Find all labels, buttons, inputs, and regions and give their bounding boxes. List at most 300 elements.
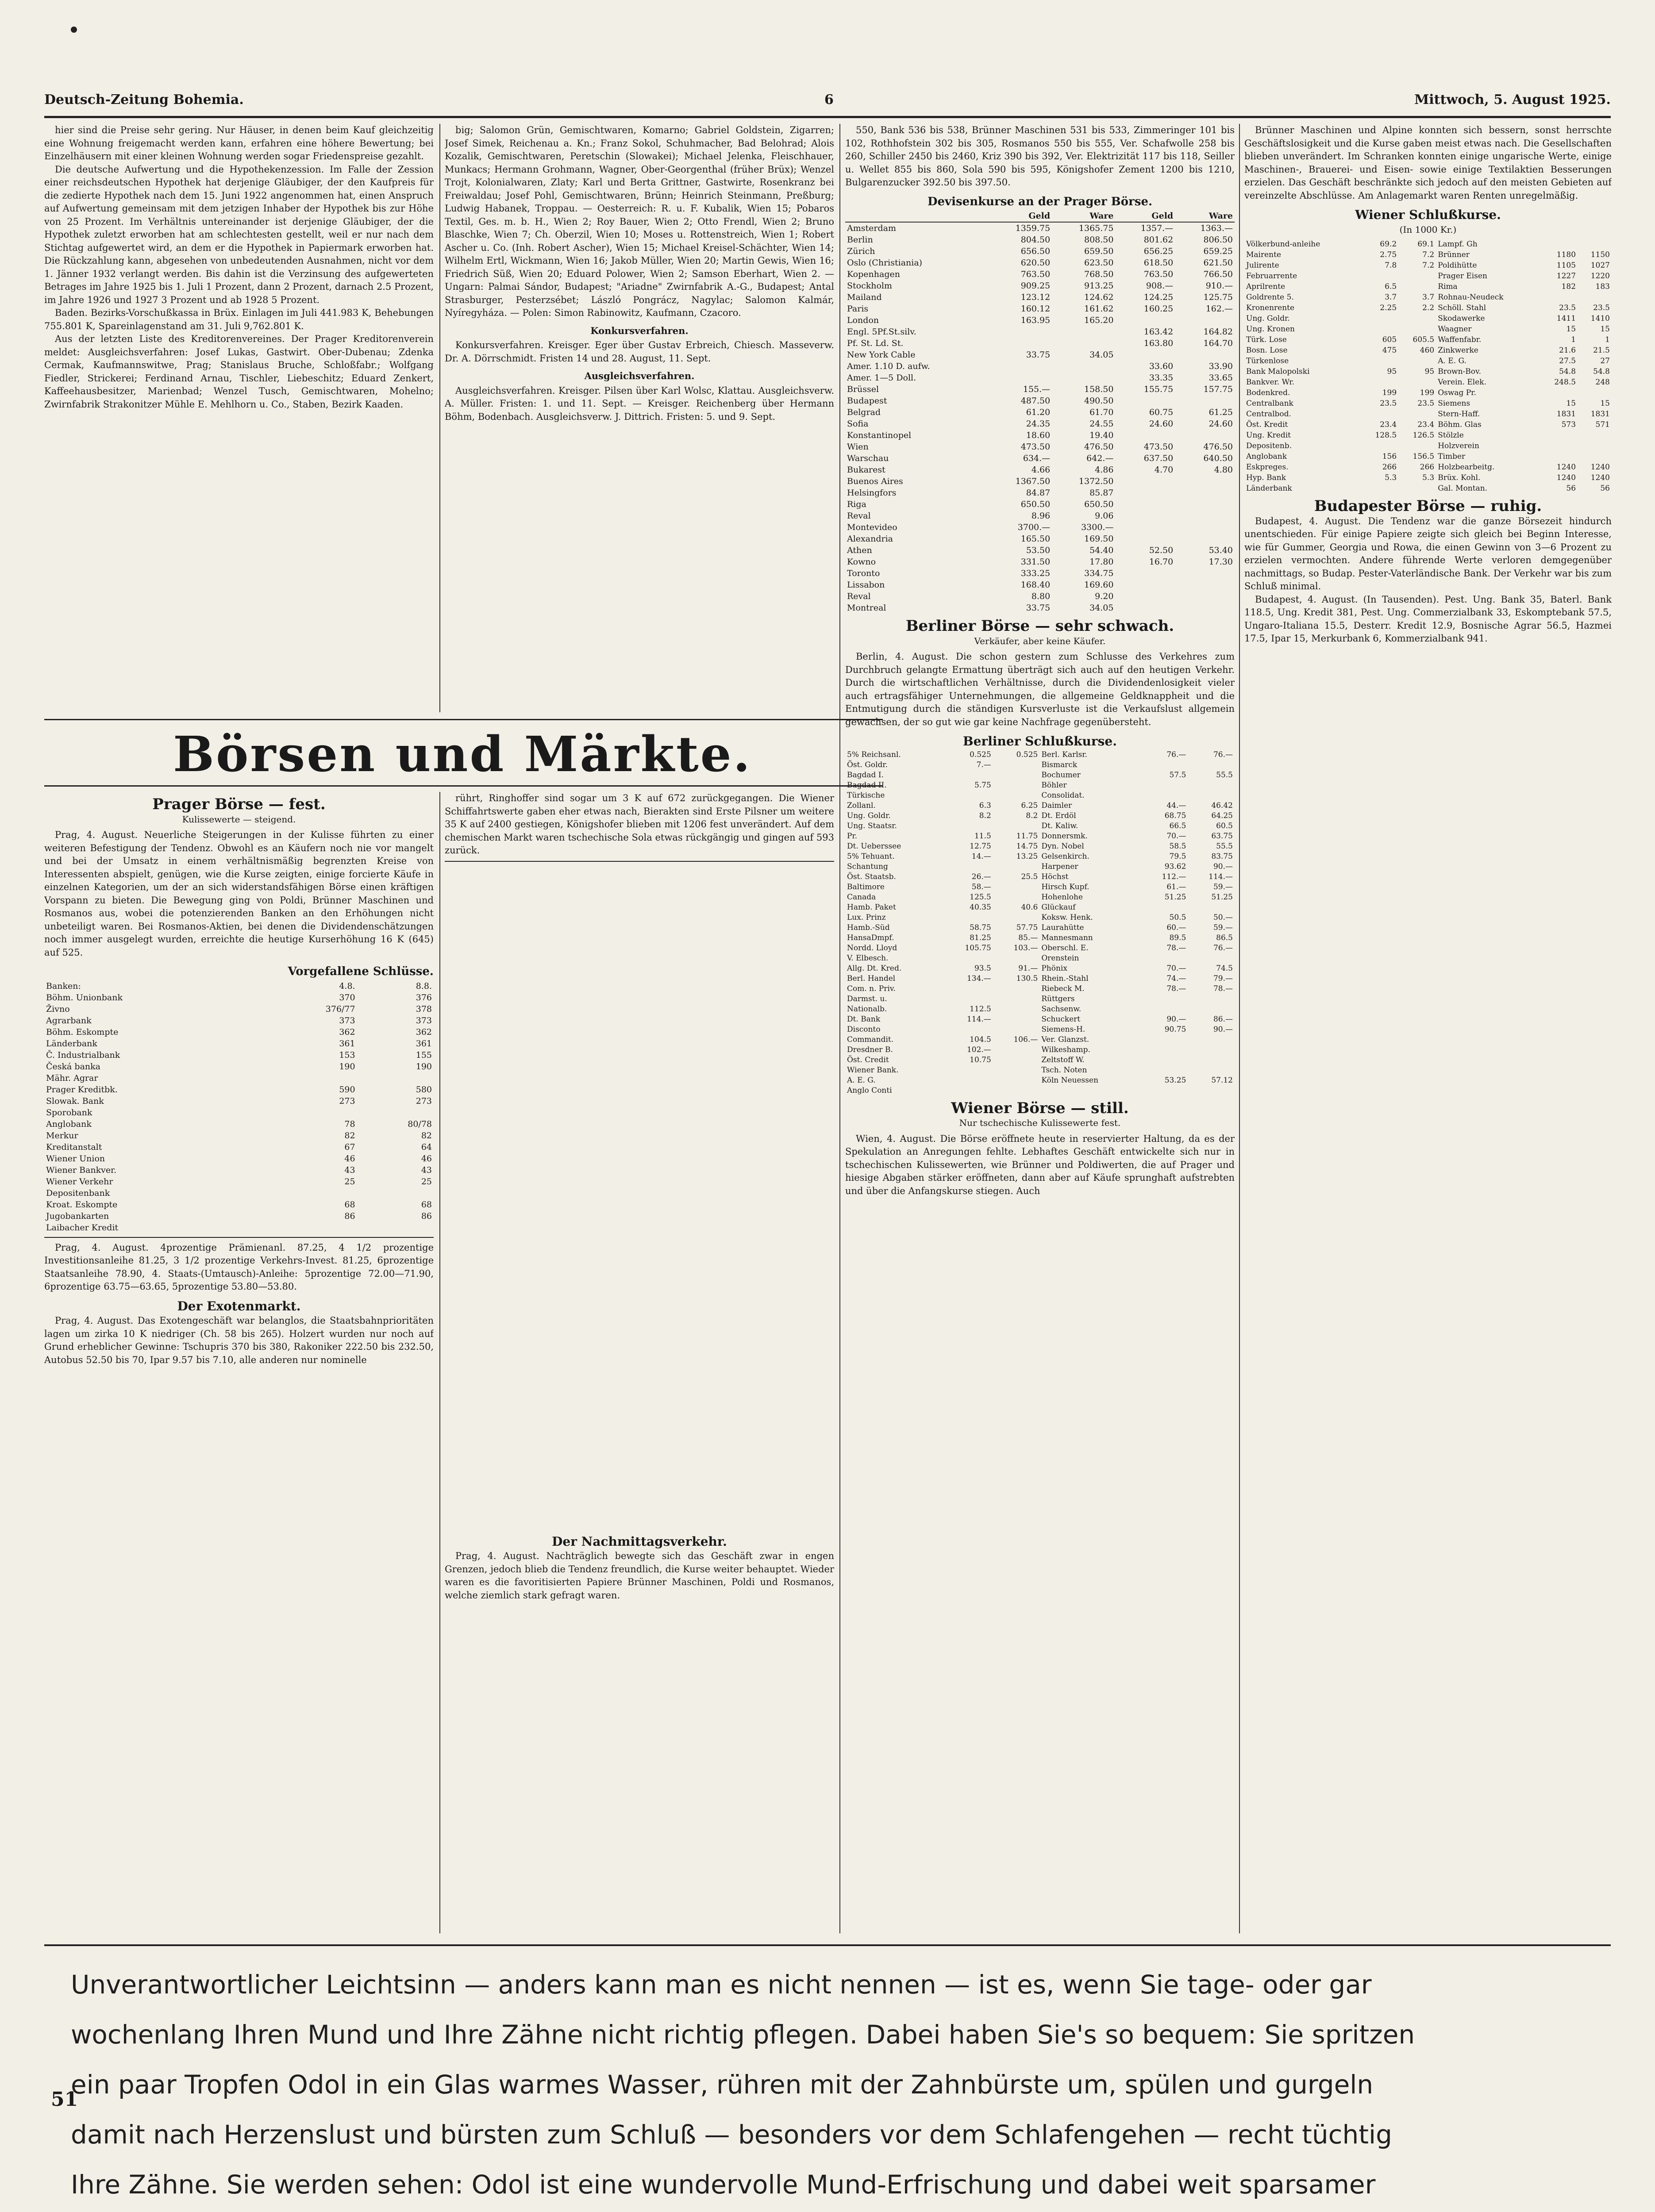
table-cell: 78.— (1213, 984, 1233, 993)
table-cell: Depositenb. (1246, 442, 1292, 450)
table-cell: Timber (1438, 452, 1466, 461)
article-paragraph: Prag, 4. August. Neuerliche Steigerungen in der Kulisse führten zu einer weiteren Befestigung der Tendenz. Obwohl es an Käufern noch nie vor mangelt und bei der Umsatz in einem verhältnismäßig begrenzten Kreise von Interessenten abspielt, genügen, wie die Kurse zeigten, einige forcierte Käufe in einzelnen Kategorien, um der an sich widerstandsfähigen Börse einen kräftigen Vorspann zu bieten. Die Bewegung ging von Poldi, Brünner Maschinen und Rosmanos aus, wobei die potenzierenden Banken an den Erhöhungen nicht unbeteiligt waren. Bei Rosmanos-Aktien, bei denen die Dividendenschätzungen noch immer ausgelegt wurden, erreichte die heutige Kurserhöhung 16 K (645) auf 525. (44, 830, 434, 958)
table-cell: 9.06 (1095, 511, 1114, 521)
table-cell: 1150 (1590, 250, 1610, 259)
column-1 (44, 124, 434, 712)
table-cell: 58.— (971, 882, 991, 891)
divider (44, 1237, 434, 1238)
table-row (44, 1130, 434, 1141)
table-cell: 168.40 (1020, 580, 1051, 590)
table-row (845, 1004, 1235, 1014)
table-row (44, 1118, 434, 1130)
table-cell (1141, 1045, 1188, 1055)
column-header: Ware (1052, 210, 1115, 222)
table-row (44, 1210, 434, 1222)
table-row (1244, 250, 1612, 260)
table-cell: 56 (1600, 484, 1610, 493)
table-row (1244, 430, 1612, 441)
table-cell (1361, 377, 1398, 388)
table-cell (1052, 372, 1115, 384)
page-header (44, 86, 1611, 113)
table-row (845, 510, 1235, 522)
table-cell: Kreditanstalt (46, 1142, 102, 1152)
table-cell: 134.— (966, 974, 991, 983)
table-row (44, 1164, 434, 1176)
table-cell: 1831 (1590, 410, 1610, 419)
table-cell: 373 (416, 1015, 432, 1025)
table-cell (1052, 361, 1115, 372)
ad-line: wochenlang Ihren Mund und Ihre Zähne nicht richtig pflegen. Dabei haben Sie's so bequem: Sie spritzen (71, 2020, 1415, 2050)
table-cell: Rüttgers (1041, 994, 1075, 1003)
table-cell: 5.3 (1385, 473, 1397, 482)
table-cell: Zeltstoff W. (1041, 1055, 1085, 1064)
table-cell (1578, 451, 1612, 462)
table-cell (1398, 281, 1436, 292)
table-cell: 112.5 (970, 1004, 991, 1014)
table-row (845, 556, 1235, 568)
table-cell: 95 (1424, 367, 1435, 376)
table-cell: 473.50 (1020, 442, 1051, 452)
article-paragraph: Die deutsche Aufwertung und die Hypothekenzession. Im Falle der Zession einer reichsdeutschen Hypothek hat derjenige Gläubiger, der den Kaufpreis für die zedierte Hypothek nach dem 15. Juni 1922 angenommen hat, einen Anspruch auf Aufwertung gemeinsam mit dem jetzigen Inhaber der Hypothek bis zur Höhe von 25 Prozent. Im Verhältnis untereinander ist derjenige Gläubiger, der die Hypothek zuletzt erworben hat am schlechtesten gestellt, weil er nur nach dem Stichtag aufgewertet wird, an dem er die Hypothek in Papiermark erworben hat. Die Rückzahlung kann, abgesehen von unbedeutenden Ausnahmen, nicht vor dem 1. Jänner 1932 verlangt werden. Bis dahin ist die Verzinsung des aufgewerteten Betrages im Jahre 1925 bis 1. Juli 1 Prozent, dann 2 Prozent, darnach 2.5 Prozent, im Jahre 1926 und 1927 3 Prozent und ab 1928 5 Prozent. (44, 164, 434, 305)
table-cell: 124.25 (1143, 292, 1174, 302)
table-row (845, 361, 1235, 372)
table-row (845, 476, 1235, 487)
table-cell: 74.5 (1216, 964, 1233, 973)
table-row (845, 269, 1235, 280)
table-row (845, 372, 1235, 384)
column-2-lower (445, 792, 834, 1933)
table-cell: 104.5 (970, 1035, 991, 1044)
table-cell (1188, 953, 1235, 964)
table-cell: 573 (1561, 420, 1576, 429)
table-cell: 90.— (1213, 1025, 1233, 1034)
table-cell: Öst. Credit (847, 1055, 889, 1064)
table-row (44, 1141, 434, 1153)
table-cell (1115, 602, 1175, 614)
table-cell (1175, 487, 1235, 499)
table-cell (1115, 430, 1175, 441)
table-cell: 15 (1600, 399, 1610, 408)
table-cell: 487.50 (1020, 396, 1051, 406)
table-cell (1115, 476, 1175, 487)
table-cell: 476.50 (1203, 442, 1233, 452)
table-cell: Consolidat. (1041, 791, 1085, 800)
article-paragraph: 550, Bank 536 bis 538, Brünner Maschinen 531 bis 533, Zimmeringer 101 bis 102, Rothhofstein 302 bis 305, Rosmanos 550 bis 555, Ver. Schafwolle 258 bis 260, Schiller 2450 bis 2460, Kriz 390 bis 392, Ver. Elektrizität 117 bis 118, Seiller u. Wellet 855 bis 860, Sola 590 bis 595, Königshofer Zement 1200 bis 1210, Bulgarenzucker 392.50 bis 397.50. (845, 125, 1235, 188)
column-divider (439, 792, 440, 1933)
article-paragraph: Berlin, 4. August. Die schon gestern zum Schlusse des Verkehres zum Durchbruch gelangte Ermattung überträgt sich auch auf den heutigen Verkehr. Durch die wirtschaftlichen Verhältnisse, durch die Dividendenlosigkeit vieler auch ertragsfähiger Unternehmungen, die allgemeine Geldknappheit und die Entmutigung durch die ständigen Kursverluste ist die Verkaufslust allgemein gewachsen, der so gut wie gar keine Nachfrage gegenübersteht. (845, 651, 1235, 727)
table-cell: 112.— (1162, 872, 1186, 881)
table-cell: Montreal (847, 603, 886, 613)
vorgefallen-head: Vorgefallene Schlüsse. (288, 965, 434, 978)
table-cell (1578, 430, 1612, 441)
table-row (845, 841, 1235, 852)
table-cell: Köln Neuessen (1041, 1075, 1099, 1085)
table-cell: Darmst. u. (847, 994, 887, 1003)
table-cell: Amer. 1—5 Doll. (847, 373, 916, 383)
table-cell: 163.80 (1143, 338, 1174, 348)
table-row (845, 464, 1235, 476)
table-cell: 183 (1595, 282, 1610, 291)
table-cell: 54.40 (1089, 545, 1114, 555)
table-cell (993, 882, 1040, 892)
table-cell: Prager Eisen (1438, 272, 1487, 280)
table-cell: 76.— (1166, 750, 1186, 759)
table-cell (993, 953, 1040, 964)
table-cell: 53.40 (1209, 545, 1233, 555)
table-cell (993, 1025, 1040, 1035)
table-cell: 618.50 (1143, 258, 1174, 268)
table-cell: 23.4 (1417, 420, 1435, 429)
table-cell: Canada (847, 892, 876, 902)
article-paragraph: Ausgleichsverfahren. Kreisger. Pilsen über Karl Wolsc, Klattau. Ausgleichsverw. A. Müller. Fristen: 1. und 11. Sept. — Kreisger. Reichenberg über Hermann Böhm, Bodenbach. Ausgleichsverw. J. Dittrich. Fristen: 5. und 9. Sept. (445, 385, 834, 422)
table-cell (1115, 533, 1175, 545)
table-cell: 248 (1595, 378, 1610, 387)
table-cell: 1363.— (1200, 223, 1233, 233)
table-cell: Schuckert (1041, 1014, 1081, 1024)
table-cell (993, 1045, 1040, 1055)
column-3 (845, 124, 1235, 1938)
table-cell: 333.25 (1020, 568, 1051, 578)
table-cell: Sofia (847, 419, 869, 429)
table-cell: Nordd. Lloyd (847, 943, 897, 952)
article-paragraph: Prag, 4. August. Das Exotengeschäft war belanglos, die Staatsbahnprioritäten lagen um zirka 10 K niedriger (Ch. 58 bis 265). Holzert wurden nur noch auf Grund erheblicher Gewinne: Tschupris 370 bis 380, Rakoniker 222.50 bis 232.50, Autobus 52.50 bis 70, Ipar 9.57 bis 7.10, alle anderen nur nominelle (44, 1315, 434, 1365)
table-cell: Č. Industrialbank (46, 1050, 120, 1060)
table-cell: 23.5 (1417, 399, 1435, 408)
table-cell: 4.66 (1031, 465, 1051, 475)
exoten-head: Der Exotenmarkt. (177, 1298, 301, 1313)
table-cell: 156.5 (1413, 452, 1435, 461)
table-cell: Bankver. Wr. (1246, 378, 1294, 387)
table-cell: Prager Kreditbk. (46, 1084, 118, 1094)
table-cell (1578, 388, 1612, 398)
table-cell: Türk. Lose (1246, 335, 1287, 344)
table-cell: Brüssel (847, 384, 879, 394)
table-row (845, 831, 1235, 841)
table-cell: 17.30 (1209, 557, 1233, 567)
table-cell: 910.— (1205, 281, 1233, 291)
table-cell: 40.35 (970, 902, 991, 912)
table-cell (1141, 1086, 1188, 1096)
nachmittag-head: Der Nachmittagsverkehr. (552, 1534, 727, 1549)
table-cell: Brünner (1438, 250, 1470, 259)
table-cell: 6.5 (1385, 282, 1397, 291)
table-cell (993, 892, 1040, 902)
column-divider (1239, 124, 1240, 1933)
table-cell (1115, 349, 1175, 361)
table-cell (1175, 591, 1235, 602)
table-cell: 476.50 (1084, 442, 1114, 452)
table-cell: 155.75 (1143, 384, 1174, 394)
table-cell: Waagner (1438, 325, 1472, 334)
table-cell: 66.5 (1169, 821, 1186, 830)
table-cell: 3.7 (1385, 293, 1397, 302)
table-cell: 57.5 (1169, 770, 1186, 780)
table-cell (1361, 409, 1398, 419)
table-cell: Phönix (1041, 964, 1067, 973)
devisen-head: Devisenkurse an der Prager Börse. (927, 195, 1153, 208)
column-header: Ware (1175, 210, 1235, 222)
table-row (845, 872, 1235, 882)
table-cell: Februarrente (1246, 272, 1297, 280)
table-row (845, 533, 1235, 545)
table-cell: Rohnau-Neudeck (1438, 293, 1504, 302)
table-cell: Hamb. Paket (847, 902, 896, 912)
table-cell: 475 (1382, 346, 1397, 355)
table-cell (1398, 483, 1436, 494)
table-cell: Bukarest (847, 465, 885, 475)
table-cell: 376 (416, 992, 432, 1002)
table-row (845, 994, 1235, 1004)
table-row (845, 1065, 1235, 1075)
table-cell (1188, 780, 1235, 791)
table-cell (1115, 315, 1175, 326)
table-cell (943, 913, 993, 923)
table-cell (1115, 395, 1175, 407)
table-cell: 806.50 (1203, 235, 1233, 245)
table-cell (943, 953, 993, 964)
table-cell: 63.75 (1211, 831, 1233, 841)
table-cell (1398, 441, 1436, 451)
table-cell (1175, 602, 1235, 614)
table-cell (993, 770, 1040, 780)
table-cell: 162.— (1205, 304, 1233, 314)
table-row (845, 821, 1235, 831)
table-cell: Siemens (1438, 399, 1470, 408)
table-cell: 68.75 (1164, 811, 1186, 820)
table-cell: 43 (421, 1165, 432, 1175)
table-cell: 190 (339, 1061, 355, 1071)
table-cell: 70.— (1166, 964, 1186, 973)
table-cell: Siemens-H. (1041, 1025, 1085, 1034)
table-row (845, 522, 1235, 533)
table-cell: 768.50 (1084, 269, 1114, 279)
table-cell: 163.95 (1020, 315, 1051, 325)
table-cell: 763.50 (1020, 269, 1051, 279)
table-cell: Merkur (46, 1130, 78, 1141)
table-cell: 27.5 (1559, 357, 1576, 365)
title-rule (44, 719, 883, 720)
table-cell: 54.8 (1559, 367, 1576, 376)
table-cell: Bosn. Lose (1246, 346, 1288, 355)
table-row (44, 980, 434, 992)
table-cell: 2.2 (1422, 303, 1435, 312)
table-cell: Banken: (46, 981, 81, 991)
table-cell: 0.525 (970, 750, 991, 759)
table-cell: Depositenbank (46, 1188, 110, 1198)
table-cell (357, 1107, 434, 1118)
table-cell: 93.62 (1164, 862, 1186, 871)
table-cell: 908.— (1146, 281, 1174, 291)
table-cell: 161.62 (1084, 304, 1114, 314)
table-cell (1115, 579, 1175, 591)
table-cell: Centralbank (1246, 399, 1293, 408)
table-cell: 157.75 (1203, 384, 1233, 394)
table-cell: Wiener Bankver. (46, 1165, 117, 1175)
table-row (845, 770, 1235, 780)
table-cell: Wilkeshamp. (1041, 1045, 1090, 1054)
table-cell: Anglobank (1246, 452, 1287, 461)
table-cell: 808.50 (1084, 235, 1114, 245)
table-cell: Reval (847, 591, 871, 601)
table-row (1244, 281, 1612, 292)
table-cell: 11.75 (1016, 831, 1038, 841)
table-cell: Amsterdam (847, 223, 896, 233)
table-cell (1052, 338, 1115, 349)
table-cell (943, 994, 993, 1004)
table-cell (1039, 1086, 1141, 1096)
table-cell: Böhm. Eskompte (46, 1027, 119, 1037)
table-cell: 7.2 (1422, 261, 1435, 270)
quotes-area (445, 865, 834, 1529)
table-cell: 1831 (1556, 410, 1576, 419)
table-cell: Toronto (847, 568, 880, 578)
table-cell (1540, 388, 1578, 398)
table-cell: 33.75 (1026, 603, 1051, 613)
table-cell: 130.5 (1016, 974, 1038, 983)
table-cell: Helsingfors (847, 488, 897, 498)
table-cell: Mähr. Agrar (46, 1073, 98, 1083)
table-row (845, 902, 1235, 913)
table-cell: Höchst (1041, 872, 1069, 881)
table-cell: 163.42 (1143, 327, 1174, 337)
table-cell: 266 (1420, 463, 1435, 472)
wiener-schluss-sub: (In 1000 Kr.) (1399, 224, 1457, 235)
table-cell (1540, 451, 1578, 462)
table-cell (943, 1075, 993, 1086)
table-cell (1115, 591, 1175, 602)
table-row (44, 1107, 434, 1118)
table-cell: Daimler (1041, 801, 1072, 810)
table-cell: 656.50 (1020, 246, 1051, 256)
table-cell: 361 (416, 1038, 432, 1048)
table-cell: Warschau (847, 453, 889, 463)
table-row (845, 923, 1235, 933)
table-cell: 1105 (1556, 261, 1576, 270)
table-cell (1188, 1045, 1235, 1055)
table-cell: 6.25 (1021, 801, 1038, 810)
table-cell: 19.40 (1089, 430, 1114, 440)
column-4 (1244, 124, 1612, 1938)
table-cell (1175, 568, 1235, 579)
table-cell (1361, 271, 1398, 281)
table-cell (993, 994, 1040, 1004)
table-cell (1398, 409, 1436, 419)
table-cell: 89.5 (1169, 933, 1186, 942)
table-row (845, 602, 1235, 614)
table-row (44, 1049, 434, 1061)
table-cell: Völkerbund-anleihe (1246, 240, 1320, 249)
table-cell (266, 1107, 357, 1118)
table-cell: Belgrad (847, 407, 881, 417)
table-row (845, 395, 1235, 407)
table-cell: Glückauf (1041, 902, 1076, 912)
table-cell (1188, 1055, 1235, 1065)
table-cell: 86 (421, 1211, 432, 1221)
table-cell: 164.82 (1203, 327, 1233, 337)
table-cell: 8.2 (979, 811, 991, 820)
table-cell: 125.75 (1203, 292, 1233, 302)
table-cell: 165.50 (1020, 534, 1051, 544)
table-cell: Paris (847, 304, 869, 314)
table-cell: 33.60 (1149, 361, 1174, 371)
table-cell (943, 862, 993, 872)
table-cell: Julirente (1246, 261, 1279, 270)
table-cell: 0.525 (1016, 750, 1038, 759)
table-cell: Mairente (1246, 250, 1282, 259)
table-cell: Hirsch Kupf. (1041, 882, 1089, 891)
table-cell: 182 (1561, 282, 1576, 291)
table-cell: 2.25 (1380, 303, 1397, 312)
table-cell: 766.50 (1203, 269, 1233, 279)
table-cell: Bagdad II. (847, 780, 887, 790)
table-row (845, 568, 1235, 579)
table-row (845, 791, 1235, 801)
table-cell: 14.75 (1016, 841, 1038, 851)
table-row (845, 1055, 1235, 1065)
title-rule (44, 785, 883, 787)
table-cell: 86.— (1213, 1014, 1233, 1024)
table-cell: 621.50 (1203, 258, 1233, 268)
table-cell (943, 791, 993, 801)
table-cell: Schöll. Stahl (1438, 303, 1486, 312)
table-cell: Ung. Staatsr. (847, 821, 897, 830)
table-cell: Donnersmk. (1041, 831, 1088, 841)
table-cell: Amer. 1.10 D. aufw. (847, 361, 930, 371)
table-cell: 1180 (1556, 250, 1576, 259)
table-cell (943, 1086, 993, 1096)
table-row (44, 1026, 434, 1038)
table-cell (1141, 760, 1188, 770)
table-row (1244, 377, 1612, 388)
table-row (1244, 366, 1612, 377)
table-cell: Brown-Bov. (1438, 367, 1482, 376)
table-cell: 23.5 (1559, 303, 1576, 312)
table-cell: 656.25 (1143, 246, 1174, 256)
table-cell: 43 (344, 1165, 355, 1175)
ausgleich-head: Ausgleichsverfahren. (584, 370, 695, 381)
table-cell (1141, 1035, 1188, 1045)
table-cell: 1372.50 (1078, 476, 1114, 486)
table-cell: 199 (1420, 388, 1435, 397)
column-header (845, 210, 989, 222)
table-cell: Öst. Goldr. (847, 760, 888, 769)
table-row (845, 326, 1235, 338)
ad-side-mark: 51 (51, 2088, 78, 2111)
table-cell: 153 (339, 1050, 355, 1060)
table-cell (993, 984, 1040, 994)
table-cell: 620.50 (1020, 258, 1051, 268)
table-cell: 60.5 (1216, 821, 1233, 830)
table-cell: Harpener (1041, 862, 1078, 871)
table-cell: 378 (416, 1004, 432, 1014)
table-cell: 6.3 (979, 801, 991, 810)
table-cell: Zollanl. (847, 801, 876, 810)
table-cell: 490.50 (1084, 396, 1114, 406)
table-cell: 79.5 (1169, 852, 1186, 861)
column-divider (839, 124, 840, 1933)
table-cell: 56 (1566, 484, 1576, 493)
table-row (1244, 472, 1612, 483)
table-cell: 4.8. (339, 981, 355, 991)
table-cell: 17.80 (1089, 557, 1114, 567)
table-row (1244, 419, 1612, 430)
article-paragraph: Konkursverfahren. Kreisger. Eger über Gustav Erbreich, Chiesch. Masseverw. Dr. A. Dörrschmidt. Fristen 14 und 28. August, 11. Sept. (445, 340, 834, 364)
table-row (845, 579, 1235, 591)
table-row (845, 964, 1235, 974)
table-cell: Česká banka (46, 1061, 100, 1071)
table-cell: 160.25 (1143, 304, 1174, 314)
table-cell: 4.80 (1214, 465, 1233, 475)
